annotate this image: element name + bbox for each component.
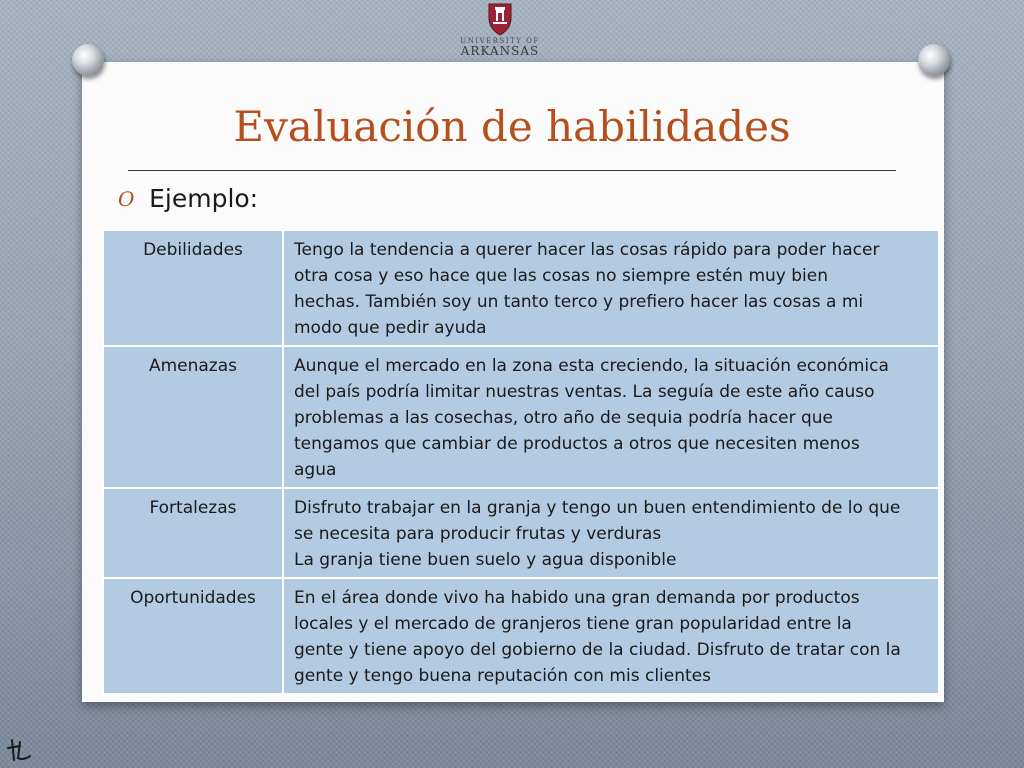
- table-row: [103, 230, 939, 346]
- corner-glyph-icon: [6, 736, 34, 764]
- table-row: [103, 578, 939, 694]
- pushpin-right-icon: [918, 44, 950, 76]
- row-label: Amenazas: [103, 346, 283, 488]
- pushpin-left-icon: [72, 44, 104, 76]
- title-divider: [128, 170, 896, 171]
- logo-arkansas: ARKANSAS: [460, 44, 540, 58]
- row-label: Oportunidades: [103, 578, 283, 694]
- row-text: Disfruto trabajar en la granja y tengo un buen entendimiento de lo que se necesita para producir frutas y verduras La granja tiene buen suelo y agua disponible: [283, 488, 939, 578]
- table-row: [103, 488, 939, 578]
- university-shield-icon: [487, 2, 513, 36]
- logo-university-of: UNIVERSITY OF: [460, 37, 540, 45]
- slide-title: Evaluación de habilidades: [233, 102, 791, 151]
- swot-table: [102, 229, 940, 695]
- row-label: Fortalezas: [103, 488, 283, 578]
- row-text: Tengo la tendencia a querer hacer las cosas rápido para poder hacer otra cosa y eso hace que las cosas no siempre estén muy bien hechas. También soy un tanto terco y prefiero hacer las cosas a mi modo que pedir ayuda: [283, 230, 939, 346]
- bullet-text: Ejemplo:: [149, 184, 259, 213]
- row-text: Aunque el mercado en la zona esta creciendo, la situación económica del país podría limitar nuestras ventas. La seguía de este año causo problemas a las cosechas, otro año de sequia podría hacer que tengamos que cambiar de productos a otros que necesiten menos agua: [283, 346, 939, 488]
- row-label: Debilidades: [103, 230, 283, 346]
- table-row: [103, 346, 939, 488]
- bullet-marker-icon: O: [118, 186, 135, 211]
- university-logo: [452, 2, 548, 64]
- bullet-example: [118, 184, 258, 220]
- row-text: En el área donde vivo ha habido una gran demanda por productos locales y el mercado de granjeros tiene gran popularidad entre la gente y tiene apoyo del gobierno de la ciudad. Disfruto de tratar con la gente y tengo buena reputación con mis clientes: [283, 578, 939, 694]
